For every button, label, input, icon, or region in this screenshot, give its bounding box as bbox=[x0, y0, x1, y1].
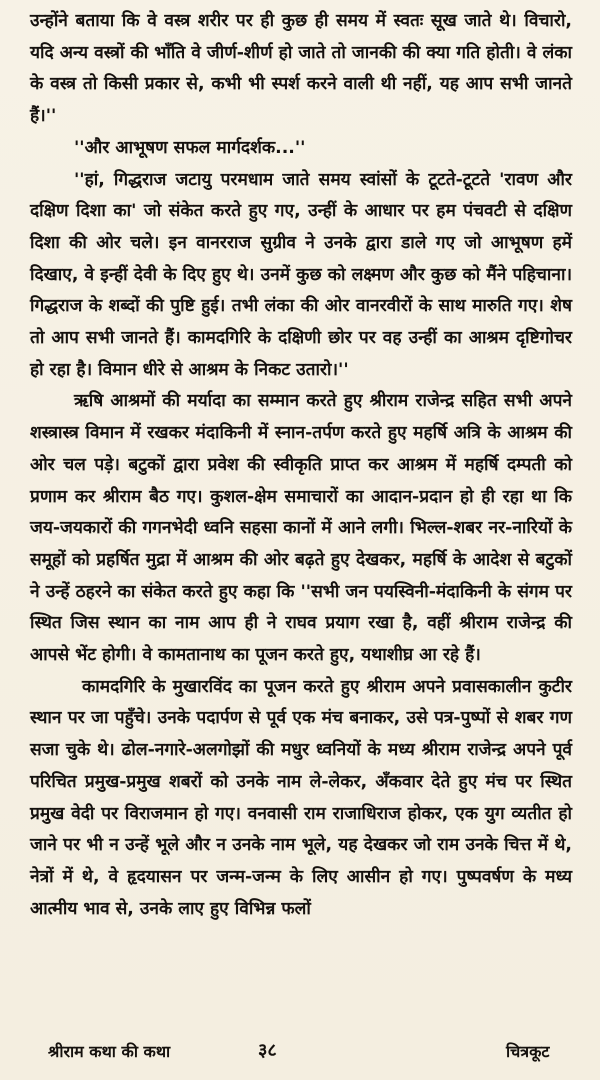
footer-page-number: ३८ bbox=[258, 1040, 277, 1061]
paragraph-4: ऋषि आश्रमों की मर्यादा का सम्मान करते हुए श्रीराम राजेन्द्र सहित सभी अपने शस्त्रास्त्र विमान में रखकर मंदाकिनी में स्नान-तर्पण करते हुए महर्षि अत्रि के आश्रम की ओर चल पड़े। बटुकों द्वारा प्रवेश की स्वीकृति प्राप्त कर आश्रम में महर्षि दम्पती को प्रणाम कर श्रीराम बैठ गए। कुशल-क्षेम समाचारों का आदान-प्रदान हो ही रहा था कि जय-जयकारों की गगनभेदी ध्वनि सहसा कानों में आने लगी। भिल्ल-शबर नर-नारियों के समूहों को प्रहर्षित मुद्रा में आश्रम की ओर बढ़ते हुए देखकर, महर्षि के आदेश से बटुकों ने उन्हें ठहरने का संकेत करते हुए कहा कि ''सभी जन पयस्विनी-मंदाकिनी के संगम पर स्थित जिस स्थान का नाम आप ही ने राघव प्रयाग रखा है, वहीं श्रीराम राजेन्द्र की आपसे भेंट होगी। वे कामतानाथ का पूजन करते हुए, यथाशीघ्र आ रहे हैं। bbox=[30, 391, 572, 666]
paragraph-1: उन्होंने बताया कि वे वस्त्र शरीर पर ही कुछ ही समय में स्वतः सूख जाते थे। विचारो, यदि अन्य वस्त्रों की भाँति वे जीर्ण-शीर्ण हो जाते तो जानकी की क्या गति होती। वे लंका के वस्त्र तो किसी प्रकार से, कभी भी स्पर्श करने वाली थी नहीं, यह आप सभी जानते हैं।'' bbox=[30, 11, 572, 127]
paragraph-5: कामदगिरि के मुखारविंद का पूजन करते हुए श्रीराम अपने प्रवासकालीन कुटीर स्थान पर जा पहुँचे। उनके पदार्पण से पूर्व एक मंच बनाकर, उसे पत्र-पुष्पों से शबर गण सजा चुके थे। ढोल-नगारे-अलगोझों की मधुर ध्वनियों के मध्य श्रीराम राजेन्द्र अपने पूर्व परिचित प्रमुख-प्रमुख शबरों को उनके नाम ले-लेकर, अँकवार देते हुए मंच पर स्थित प्रमुख वेदी पर विराजमान हो गए। वनवासी राम राजाधिराज होकर, एक युग व्यतीत हो जाने पर भी न उन्हें भूले और न उनके नाम भूले, यह देखकर जो राम उनके चित्त में थे, नेत्रों में थे, वे हृदयासन पर जन्म-जन्म के लिए आसीन हो गए। पुष्पवर्षण के मध्य आत्मीय भाव से, उनके लाए हुए विभिन्न फलों bbox=[30, 676, 572, 919]
paragraph-3: ''हां, गिद्धराज जटायु परमधाम जाते समय स्वांसों के टूटते-टूटते 'रावण और दक्षिण दिशा का' जो संकेत करते हुए गए, उन्हीं के आधार पर हम पंचवटी से दक्षिण दिशा की ओर चले। इन वानरराज सुग्रीव ने उनके द्वारा डाले गए जो आभूषण हमें दिखाए, वे इन्हीं देवी के दिए हुए थे। उनमें कुछ को लक्ष्मण और कुछ को मैंने पहिचाना। गिद्धराज के शब्दों की पुष्टि हुई। तभी लंका की ओर वानरवीरों के साथ मारुति गए। शेष तो आप सभी जानते हैं। कामदगिरि के दक्षिणी छोर पर वह उन्हीं का आश्रम दृष्टिगोचर हो रहा है। विमान धीरे से आश्रम के निकट उतारो।'' bbox=[30, 169, 572, 380]
page-body bbox=[30, 6, 572, 925]
paragraph-2: ''और आभूषण सफल मार्गदर्शक...'' bbox=[74, 137, 306, 158]
page-footer bbox=[0, 1040, 600, 1070]
footer-book-title: श्रीराम कथा की कथा bbox=[48, 1042, 171, 1061]
footer-chapter: चित्रकूट bbox=[506, 1042, 550, 1061]
